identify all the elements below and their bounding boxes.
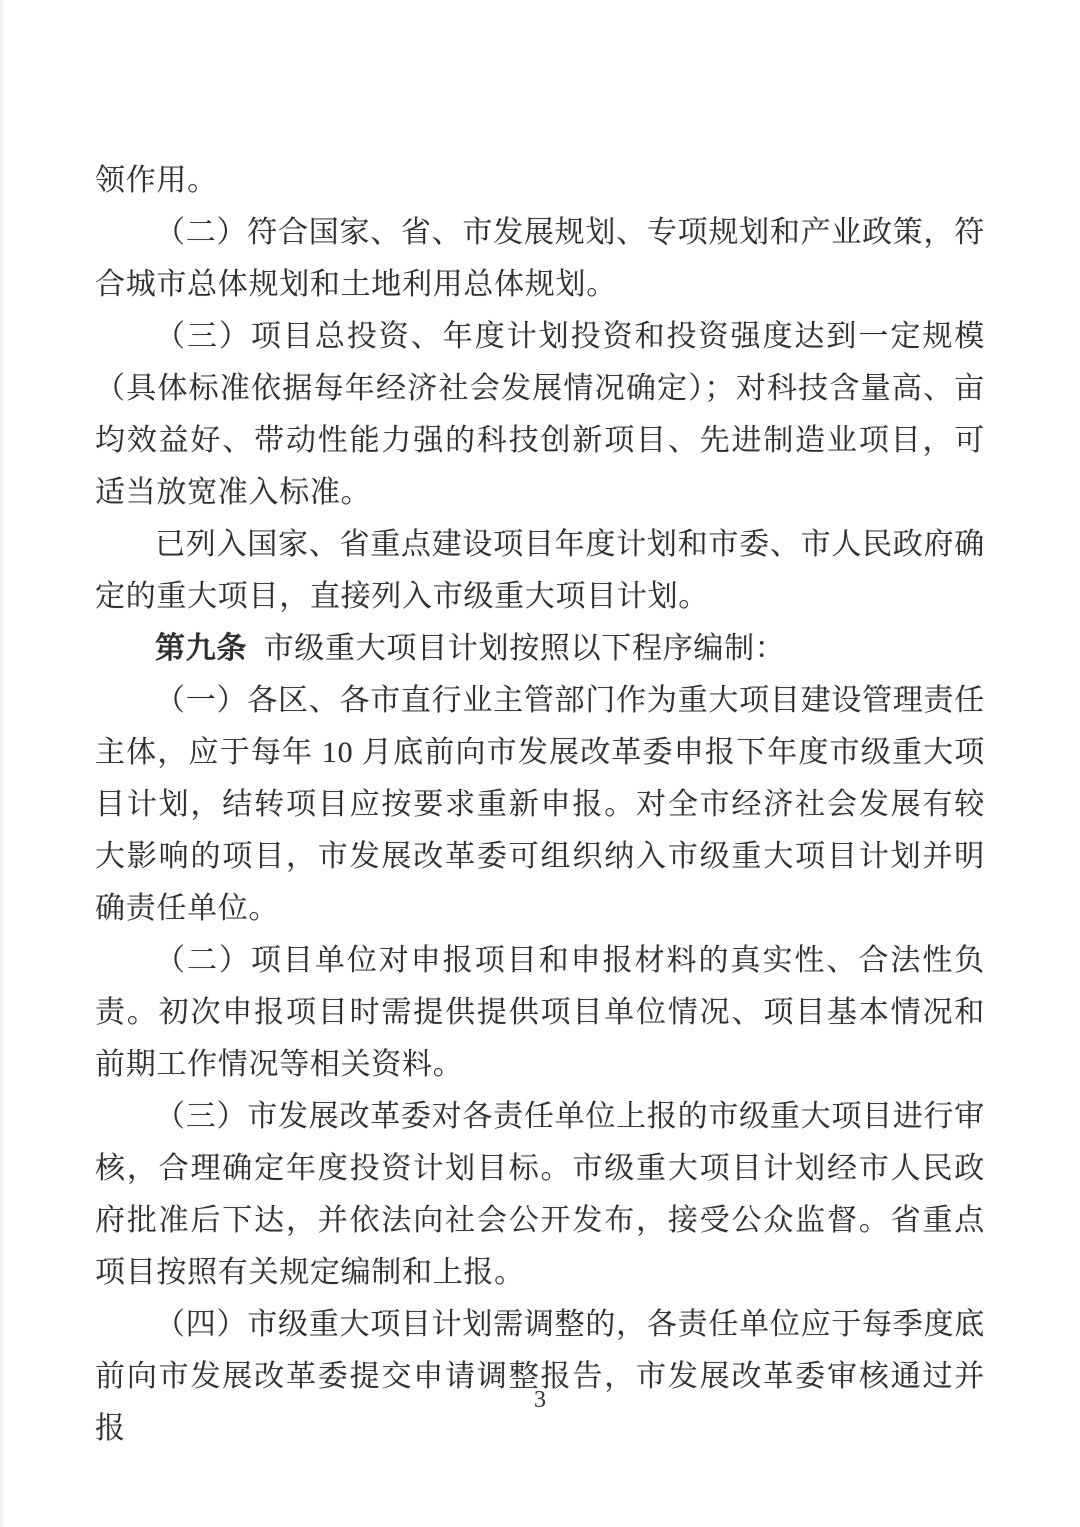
paragraph-text: 市级重大项目计划按照以下程序编制：: [263, 632, 786, 665]
paragraph: [95, 675, 985, 935]
paragraph-text: 已列入国家、省重点建设项目年度计划和市委、市人民政府确定的重大项目，直接列入市级重大项目计划。: [95, 528, 985, 613]
paragraph: [95, 519, 985, 623]
paragraph-text: （二）项目单位对申报项目和申报材料的真实性、合法性负责。初次申报项目时需提供提供项目单位情况、项目基本情况和前期工作情况等相关资料。: [95, 944, 985, 1081]
paragraph: [95, 935, 985, 1091]
page-number: 3: [534, 1387, 546, 1413]
paragraph-text: （四）市级重大项目计划需调整的，各责任单位应于每季度底前向市发展改革委提交申请调整报告，市发展改革委审核通过并报: [95, 1308, 985, 1445]
paragraph: [95, 1299, 985, 1455]
paragraph: [95, 623, 985, 675]
paragraph: [95, 207, 985, 311]
paragraph-text: （二）符合国家、省、市发展规划、专项规划和产业政策，符合城市总体规划和土地利用总体规划。: [95, 216, 985, 301]
paragraph: [95, 1091, 985, 1299]
paragraph-text: 领作用。: [95, 164, 218, 197]
paragraph: [95, 311, 985, 519]
page-body: [95, 155, 985, 1455]
paragraph: [95, 155, 985, 207]
paragraph-text: （一）各区、各市直行业主管部门作为重大项目建设管理责任主体，应于每年 10 月底前向市发展改革委申报下年度市级重大项目计划，结转项目应按要求重新申报。对全市经济社会发展有较大影响的项目，市发展改革委可组织纳入市级重大项目计划并明确责任单位。: [95, 684, 985, 925]
paragraph-text: （三）市发展改革委对各责任单位上报的市级重大项目进行审核，合理确定年度投资计划目标。市级重大项目计划经市人民政府批准后下达，并依法向社会公开发布，接受公众监督。省重点项目按照有关规定编制和上报。: [95, 1100, 985, 1289]
scan-edge-artifact: [0, 0, 3, 1527]
paragraph-text: （三）项目总投资、年度计划投资和投资强度达到一定规模（具体标准依据每年经济社会发展情况确定）；对科技含量高、亩均效益好、带动性能力强的科技创新项目、先进制造业项目，可适当放宽准入标准。: [95, 320, 985, 509]
article-number-bold: 第九条: [155, 632, 248, 665]
